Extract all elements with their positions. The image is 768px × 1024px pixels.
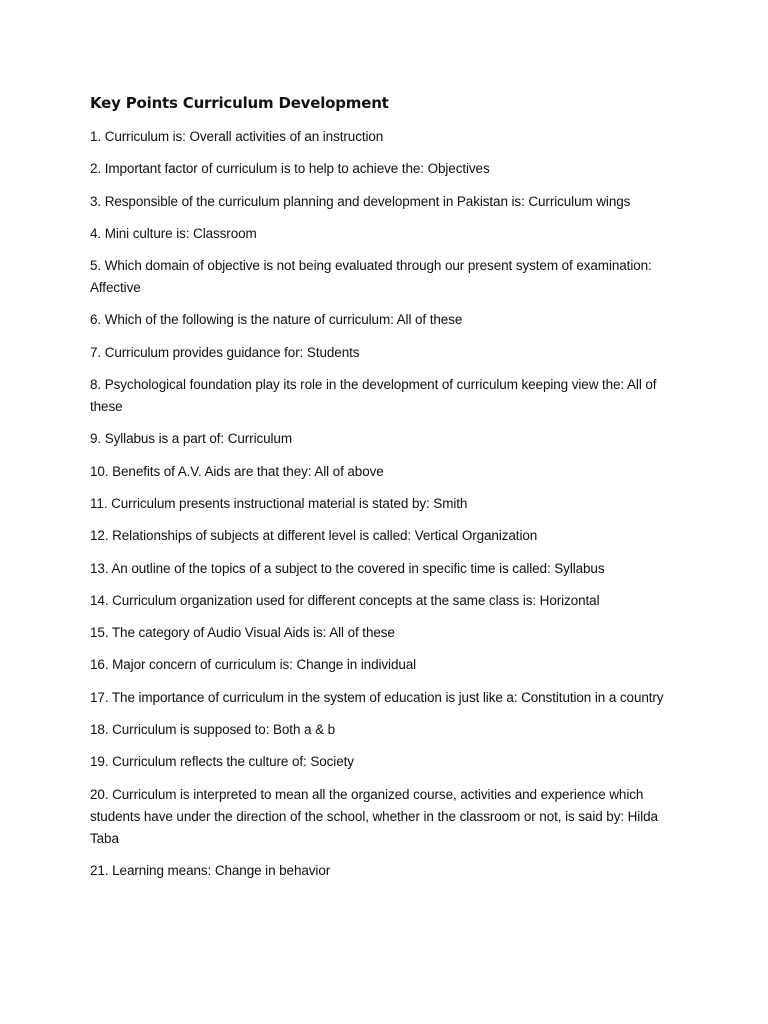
item-text: Responsible of the curriculum planning and development in Pakistan is: Curriculum wings	[104, 193, 631, 209]
item-number: 5.	[90, 258, 102, 274]
item-number: 20.	[90, 786, 109, 802]
item-number: 19.	[90, 754, 109, 770]
item-text: Curriculum is interpreted to mean all the organized course, activities and experience which students have under the direction of the school, whether in the classroom or not, is said by: Hilda Taba	[90, 786, 658, 846]
item-text: Curriculum provides guidance for: Students	[104, 344, 360, 360]
item-text: Learning means: Change in behavior	[112, 862, 331, 878]
item-number: 11.	[90, 495, 108, 511]
list-item	[90, 493, 690, 515]
item-text: Important factor of curriculum is to help to achieve the: Objectives	[104, 161, 490, 177]
list-item	[90, 255, 690, 299]
list-item	[90, 590, 690, 612]
item-number: 9.	[90, 431, 102, 447]
item-number: 13.	[90, 560, 109, 576]
list-item	[90, 374, 690, 418]
list-item	[90, 461, 690, 483]
list-item	[90, 126, 690, 148]
item-number: 21.	[90, 862, 109, 878]
list-item	[90, 428, 690, 450]
list-item	[90, 622, 690, 644]
list-item	[90, 158, 690, 180]
item-text: Syllabus is a part of: Curriculum	[104, 431, 292, 447]
list-item	[90, 309, 690, 331]
item-text: An outline of the topics of a subject to the covered in specific time is called: Syllabus	[111, 560, 605, 576]
list-item	[90, 342, 690, 364]
item-number: 1.	[90, 129, 102, 144]
item-text: Curriculum reflects the culture of: Society	[112, 754, 354, 770]
item-text: Curriculum is: Overall activities of an instruction	[104, 129, 384, 144]
item-text: Which domain of objective is not being evaluated through our present system of examination: Affective	[90, 258, 652, 296]
list-item	[90, 719, 690, 741]
item-number: 4.	[90, 225, 102, 241]
item-text: The category of Audio Visual Aids is: All of these	[111, 625, 395, 641]
item-text: Curriculum is supposed to: Both a & b	[112, 722, 336, 738]
item-number: 7.	[90, 344, 102, 360]
item-number: 2.	[90, 161, 102, 177]
item-number: 10.	[90, 463, 109, 479]
item-text: Benefits of A.V. Aids are that they: All of above	[112, 463, 384, 479]
document-page	[90, 93, 690, 892]
key-points-list	[90, 126, 690, 882]
item-number: 12.	[90, 528, 109, 544]
item-text: Relationships of subjects at different level is called: Vertical Organization	[112, 528, 538, 544]
list-item	[90, 860, 690, 882]
item-text: Mini culture is: Classroom	[104, 225, 257, 241]
item-text: Curriculum organization used for different concepts at the same class is: Horizontal	[112, 592, 600, 608]
item-text: Major concern of curriculum is: Change in individual	[112, 657, 417, 673]
item-number: 3.	[90, 193, 102, 209]
item-text: The importance of curriculum in the system of education is just like a: Constitution in a country	[111, 689, 664, 705]
list-item	[90, 223, 690, 245]
list-item	[90, 558, 690, 580]
item-number: 6.	[90, 312, 102, 328]
item-number: 14.	[90, 592, 109, 608]
item-number: 16.	[90, 657, 109, 673]
item-number: 15.	[90, 625, 109, 641]
item-number: 17.	[90, 689, 109, 705]
list-item	[90, 525, 690, 547]
list-item	[90, 191, 690, 213]
list-item	[90, 751, 690, 773]
item-text: Which of the following is the nature of curriculum: All of these	[104, 312, 463, 328]
item-text: Psychological foundation play its role in the development of curriculum keeping view the: All of these	[90, 377, 657, 415]
list-item	[90, 784, 690, 850]
item-text: Curriculum presents instructional material is stated by: Smith	[111, 495, 468, 511]
item-number: 18.	[90, 722, 109, 738]
document-title: Key Points Curriculum Development	[90, 94, 389, 112]
list-item	[90, 687, 690, 709]
list-item	[90, 654, 690, 676]
item-number: 8.	[90, 377, 102, 393]
